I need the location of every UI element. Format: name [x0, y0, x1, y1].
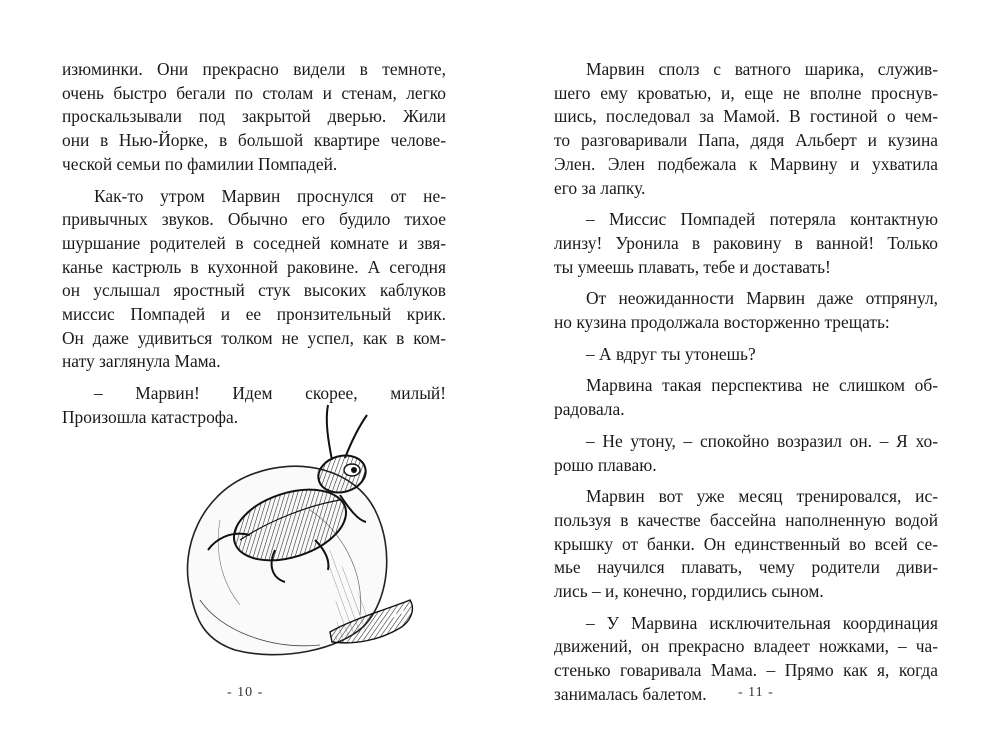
- text-line: то разговаривали Папа, дядя Альберт и кузина: [554, 130, 938, 151]
- text-line: Марвина такая перспектива не слишком об-: [586, 375, 938, 396]
- text-line: ты умеешь плавать, тебе и доставать!: [554, 256, 831, 277]
- text-line: Элен. Элен подбежала к Марвину и ухватила: [554, 153, 938, 174]
- text-line: ческой семьи по фамилии Помпадей.: [62, 153, 338, 174]
- left-page-text: [62, 58, 446, 430]
- text-line: канье кастрюль в кухонной раковине. А сегодня: [62, 256, 446, 277]
- text-line: рошо плаваю.: [554, 454, 657, 475]
- text-line: радовала.: [554, 399, 625, 420]
- paragraph: [554, 58, 938, 200]
- text-line: – Миссис Помпадей потеряла контактную: [586, 209, 938, 230]
- text-line: – Марвин! Идем скорее, милый!: [94, 383, 446, 404]
- text-line: но кузина продолжала восторженно трещать:: [554, 312, 890, 333]
- beetle-icon: [160, 400, 430, 670]
- text-line: шись, последовал за Мамой. В гостиной о чем-: [554, 106, 938, 127]
- text-line: миссис Помпадей и ее пронзительный крик.: [62, 304, 446, 325]
- text-line: привычных звуков. Обычно его будило тихое: [62, 209, 446, 230]
- text-line: он услышал яростный стук высоких каблуков: [62, 280, 446, 301]
- text-line: его за лапку.: [554, 177, 646, 198]
- text-line: линзу! Уронила в раковину в ванной! Только: [554, 232, 938, 253]
- text-line: они в Нью-Йорке, в большой квартире челове-: [62, 130, 446, 151]
- text-line: лись – и, конечно, гордились сыном.: [554, 581, 824, 602]
- paragraph: [554, 485, 938, 604]
- text-line: – Не утону, – спокойно возразил он. – Я хо-: [586, 430, 938, 451]
- paragraph: [554, 287, 938, 334]
- text-line: – У Марвина исключительная координация: [586, 612, 938, 633]
- text-line: занималась балетом.: [554, 683, 707, 704]
- beetle-on-cotton-ball-illustration: [160, 400, 430, 670]
- text-line: стенько говаривала Мама. – Прямо как я, когда: [554, 660, 938, 681]
- paragraph: [62, 58, 446, 177]
- text-line: Произошла катастрофа.: [62, 406, 239, 427]
- paragraph: [554, 343, 938, 367]
- text-line: – А вдруг ты утонешь?: [586, 343, 756, 364]
- text-line: Марвин вот уже месяц тренировался, ис-: [586, 486, 938, 507]
- text-line: крышку от банки. Он единственный во всей се-: [554, 533, 938, 554]
- paragraph: [554, 374, 938, 421]
- text-line: Он даже удивиться толком не успел, как в ком-: [62, 327, 446, 348]
- text-line: мье научился плавать, чему родители диви-: [554, 557, 938, 578]
- text-line: изюминки. Они прекрасно видели в темноте,: [62, 59, 446, 79]
- right-page-text: [554, 58, 938, 707]
- text-line: Как-то утром Марвин проснулся от не-: [94, 185, 446, 206]
- paragraph: [554, 430, 938, 477]
- text-line: нату заглянула Мама.: [62, 351, 221, 372]
- page-number-left: - 10 -: [227, 685, 264, 700]
- page-number-right: - 11 -: [738, 685, 774, 700]
- text-line: Марвин сполз с ватного шарика, служив-: [586, 59, 938, 79]
- text-line: движений, он прекрасно владеет ножками, – ча-: [554, 636, 938, 657]
- text-line: От неожиданности Марвин даже отпрянул,: [586, 288, 938, 309]
- paragraph: [62, 185, 446, 375]
- text-line: шего ему кроватью, и, еще не вполне проснув-: [554, 82, 938, 103]
- text-line: очень быстро бегали по столам и стенам, легко: [62, 82, 446, 103]
- text-line: проскальзывали под закрытой дверью. Жили: [62, 106, 446, 127]
- text-line: пользуя в качестве бассейна наполненную водой: [554, 509, 938, 530]
- text-line: шуршание родителей в соседней комнате и звя-: [62, 232, 446, 253]
- paragraph: [554, 208, 938, 279]
